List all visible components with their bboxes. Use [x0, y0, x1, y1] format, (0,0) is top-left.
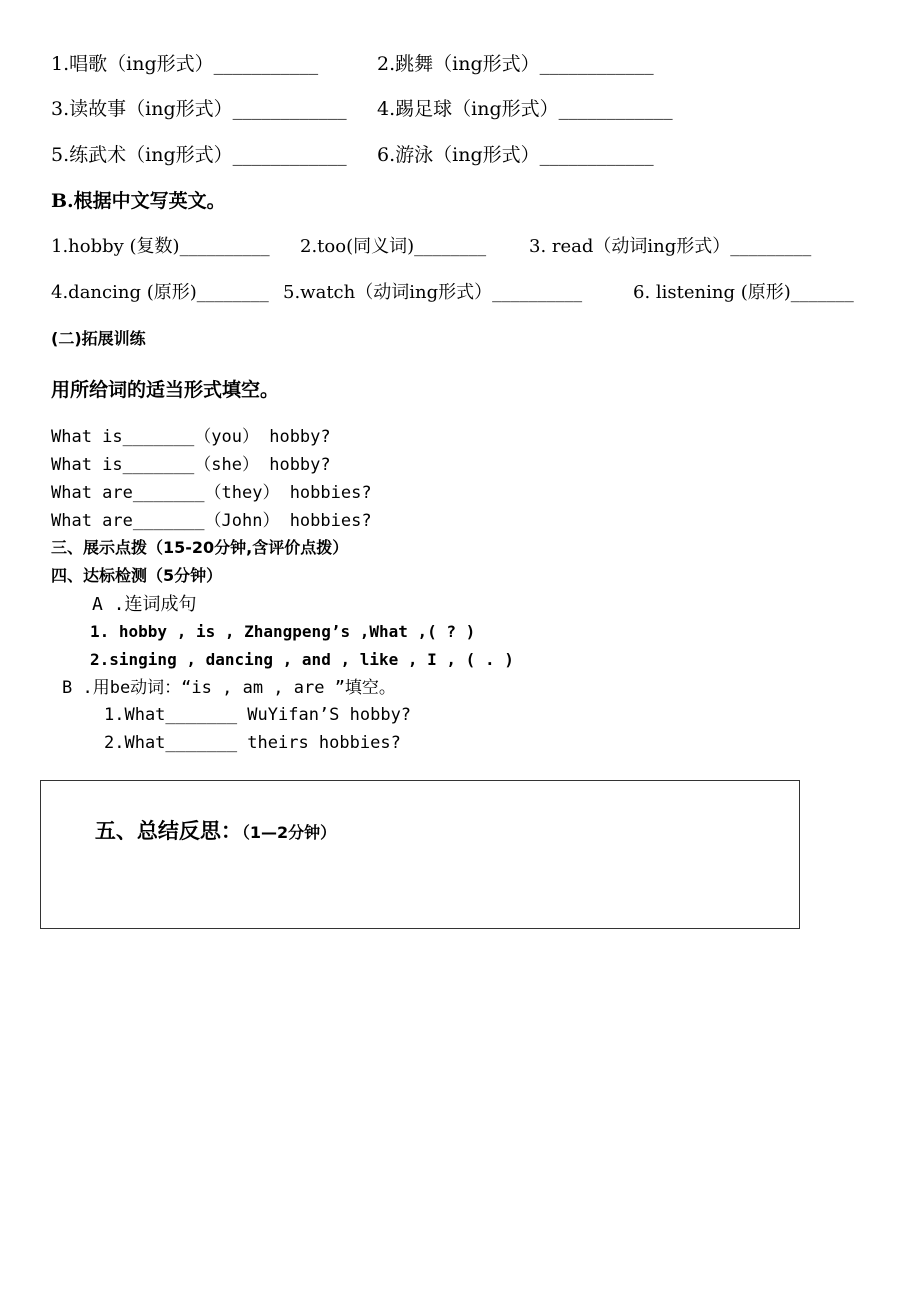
section-4-title: 四、达标检测（5分钟）: [51, 566, 223, 585]
section-b-item-3: 3. read（动词ing形式）_________: [529, 236, 812, 257]
section-3-title: 三、展示点拨（15-20分钟,含评价点拨）: [51, 538, 349, 557]
part-b-item-2: 2.What_______ theirs hobbies?: [104, 733, 401, 753]
section-b-item-5: 5.watch（动词ing形式）__________: [283, 282, 583, 303]
summary-box: [40, 780, 800, 929]
section-b-item-2: 2.too(同义词)________: [300, 236, 487, 257]
ing-item-4: 4.踢足球（ing形式）____________: [377, 98, 673, 120]
ing-item-3: 3.读故事（ing形式）____________: [51, 98, 347, 120]
part-a-item-1: 1. hobby , is , Zhangpeng’s ,What ,( ? ): [90, 622, 476, 641]
extension-instruction: 用所给词的适当形式填空。: [51, 379, 280, 401]
summary-title: [51, 800, 336, 863]
part-a-label: A .连词成句: [92, 594, 197, 615]
ing-item-6: 6.游泳（ing形式）____________: [377, 144, 654, 166]
part-b-label: B .用be动词：“is , am , are ”填空。: [62, 678, 396, 698]
extension-item-1: What is_______（you） hobby?: [51, 427, 331, 447]
section-b-item-1: 1.hobby (复数)__________: [51, 236, 270, 257]
section-b-title: B.根据中文写英文。: [51, 190, 226, 212]
extension-item-3: What are_______（they） hobbies?: [51, 483, 372, 503]
extension-heading: (二)拓展训练: [51, 329, 146, 348]
ing-item-5: 5.练武术（ing形式）____________: [51, 144, 347, 166]
section-b-item-4: 4.dancing (原形)________: [51, 282, 269, 303]
part-b-item-1: 1.What_______ WuYifan’S hobby?: [104, 705, 412, 725]
summary-time: （1—2分钟）: [241, 823, 337, 842]
ing-item-2: 2.跳舞（ing形式）____________: [377, 53, 654, 75]
summary-title-text: 五、总结反思：: [94, 819, 242, 843]
extension-item-4: What are_______（John） hobbies?: [51, 511, 372, 531]
part-a-item-2: 2.singing , dancing , and , like , I , ( . ): [90, 650, 514, 669]
extension-item-2: What is_______（she） hobby?: [51, 455, 331, 475]
section-b-item-6: 6. listening (原形)_______: [633, 282, 854, 303]
ing-item-1: 1.唱歌（ing形式）___________: [51, 53, 319, 75]
